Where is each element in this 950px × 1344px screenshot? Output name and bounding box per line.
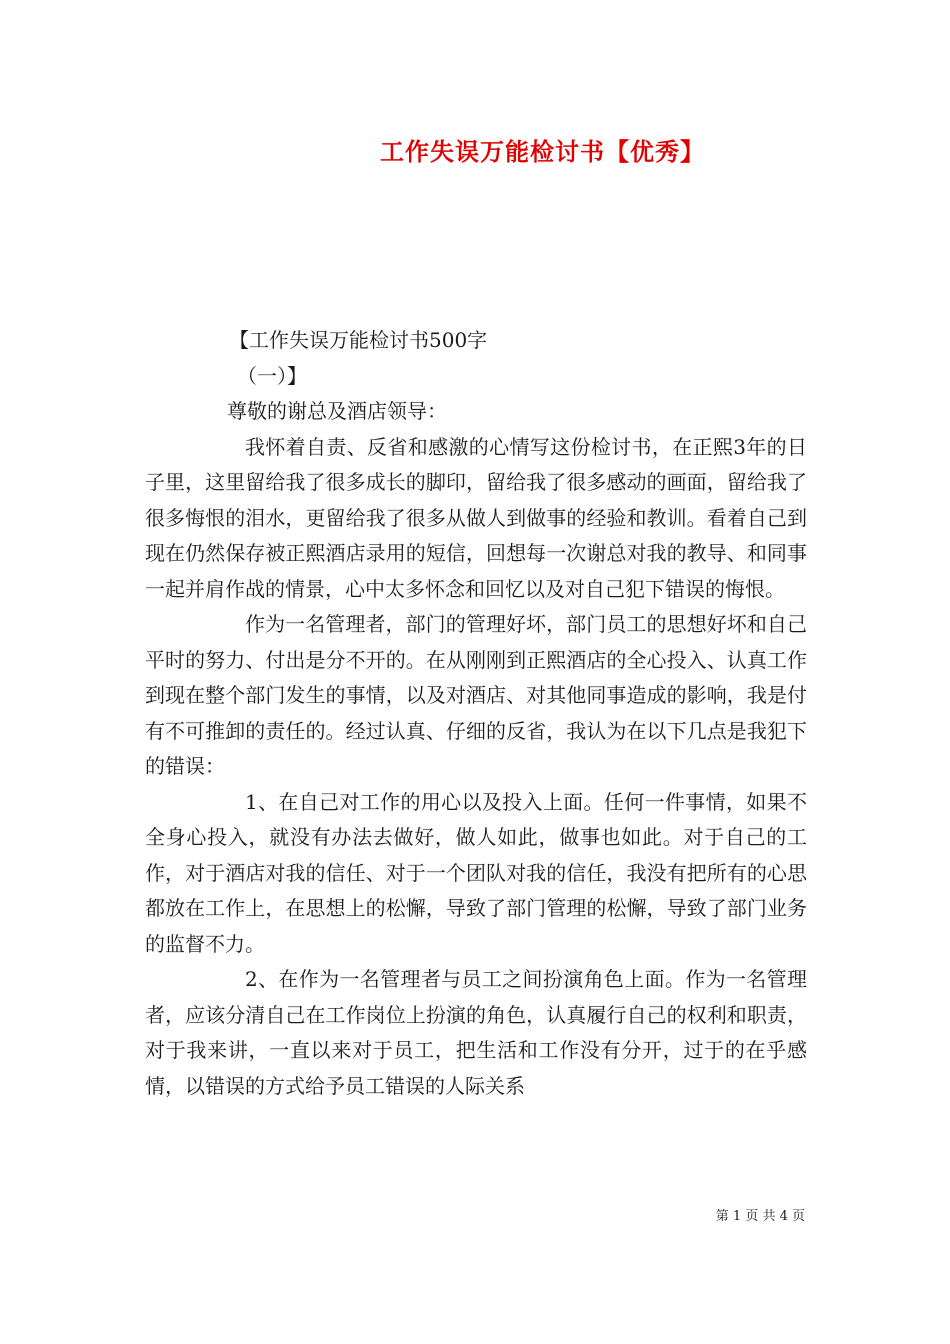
subtitle-line-1: 【工作失误万能检讨书500字 [229,328,488,352]
paragraph: 1、在自己对工作的用心以及投入上面。任何一件事情，如果不全身心投入，就没有办法去做好，做人如此，做事也如此。对于自己的工作，对于酒店对我的信任、对于一个团队对我的信任，我没有把所有的心思都放在工作上，在思想上的松懈，导致了部门管理的松懈，导致了部门业务的监督不力。 [145,789,807,956]
subtitle-line-2: （一）】 [237,363,307,388]
salutation: 尊敬的谢总及酒店领导： [227,399,447,423]
paragraph: 2、在作为一名管理者与员工之间扮演角色上面。作为一名管理者，应该分清自己在工作岗位上扮演的角色，认真履行自己的权利和职责，对于我来讲，一直以来对于员工，把生活和工作没有分开，过于的在乎感情，以错误的方式给予员工错误的人际关系 [145,967,807,1098]
paragraph: 作为一名管理者，部门的管理好坏，部门员工的思想好坏和自己平时的努力、付出是分不开的。在从刚刚到正熙酒店的全心投入、认真工作到现在整个部门发生的事情，以及对酒店、对其他同事造成的影响，我是付有不可推卸的责任的。经过认真、仔细的反省，我认为在以下几点是我犯下的错误： [145,612,807,778]
page-number: 第 1 页 共 4 页 [715,1209,805,1224]
document-title: 工作失误万能检讨书【优秀】 [380,137,705,166]
paragraph: 我怀着自责、反省和感激的心情写这份检讨书，在正熙3年的日子里，这里留给我了很多成长的脚印，留给我了很多感动的画面，留给我了很多悔恨的泪水，更留给我了很多从做人到做事的经验和教训。看着自己到现在仍然保存被正熙酒店录用的短信，回想每一次谢总对我的教导、和同事一起并肩作战的情景，心中太多怀念和回忆以及对自己犯下错误的悔恨。 [145,434,807,601]
document-body [145,323,807,1104]
